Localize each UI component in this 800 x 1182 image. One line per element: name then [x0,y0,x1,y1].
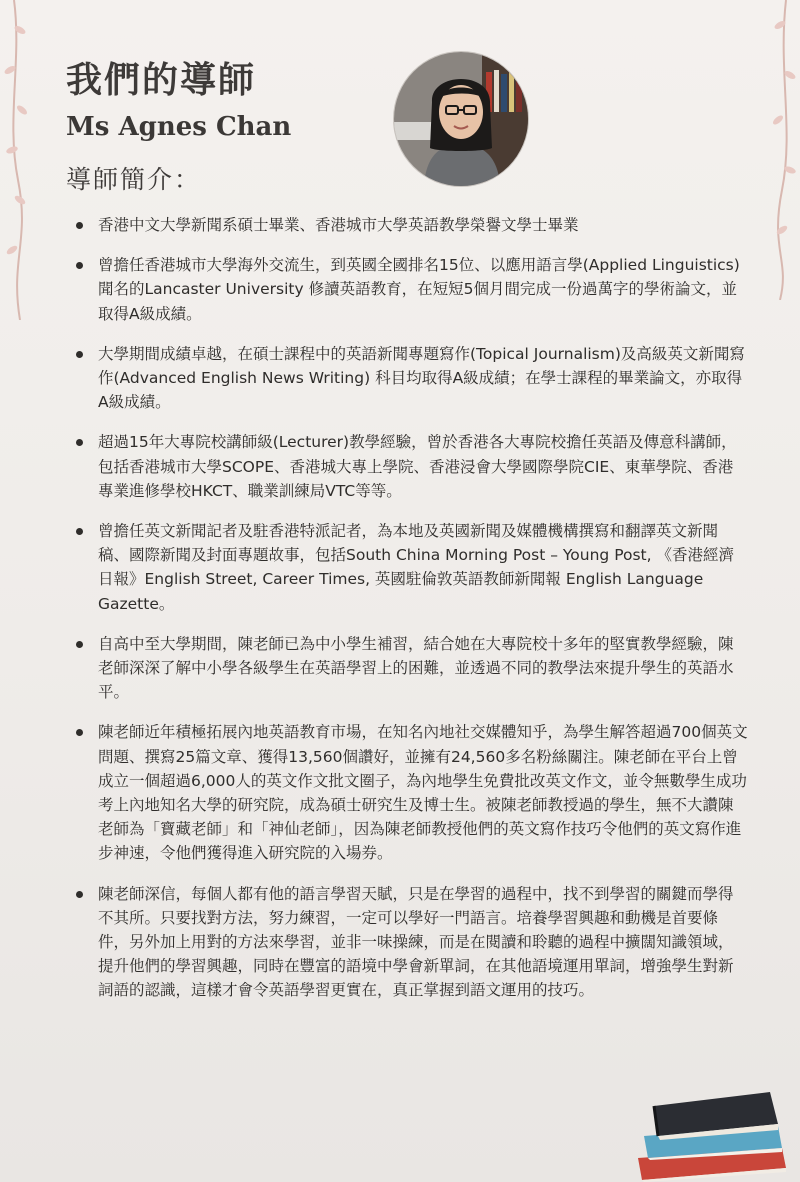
teacher-name: Ms Agnes Chan [66,112,292,142]
bio-bullet-text: 香港中文大學新聞系碩士畢業、香港城市大學英語教學榮譽文學士畢業 [98,216,579,234]
bio-bullet-text: 超過15年大專院校講師級(Lecturer)教學經驗，曾於香港各大專院校擔任英語及傳意科講師，包括香港城市大學SCOPE、香港城大專上學院、香港浸會大學國際學院CIE、東華學院、香港專業進修學校HKCT、職業訓練局VTC等等。 [98,433,737,500]
bio-bullet-item [76,253,748,326]
teacher-portrait-photo [394,52,528,186]
bio-bullet-text: 陳老師近年積極拓展內地英語教育市場，在知名內地社交媒體知乎，為學生解答超過700個英文問題、撰寫25篇文章、獲得13,560個讚好，並擁有24,560多名粉絲關注。陳老師在平台上曾成立一個超過6,000人的英文作文批文圈子，為內地學生免費批改英文作文，並令無數學生成功考上內地知名大學的研究院，成為碩士研究生及博士生。被陳老師教授過的學生，無不大讚陳老師為「寶藏老師」和「神仙老師」，因為陳老師教授他們的英文寫作技巧令他們的英文寫作進步神速，令他們獲得進入研究院的入場券。 [98,723,748,863]
book-stack-illustration [632,1062,792,1182]
bullet-dot-icon [76,222,83,229]
bio-bullet-item [76,430,748,503]
bio-bullet-item [76,213,748,237]
bullet-dot-icon [76,262,83,269]
bullet-dot-icon [76,641,83,648]
bio-bullet-item [76,882,748,1003]
bio-bullet-item [76,720,748,865]
bio-bullet-text: 陳老師深信，每個人都有他的語言學習天賦，只是在學習的過程中，找不到學習的關鍵而學得不其所。只要找對方法，努力練習，一定可以學好一門語言。培養學習興趣和動機是首要條件，另外加上用對的方法來學習，並非一味操練，而是在閱讀和聆聽的過程中擴闊知識領域，提升他們的學習興趣，同時在豐富的語境中學會新單詞，在其他語境運用單詞，增強學生對新詞語的認識，這樣才會令英語學習更實在，真正掌握到語文運用的技巧。 [98,884,734,1000]
bio-bullet-item [76,342,748,415]
bio-bullet-text: 曾擔任香港城市大學海外交流生，到英國全國排名15位、以應用語言學(Applied Linguistics)聞名的Lancaster University 修讀英語教育，在短短5個月間完成一份過萬字的學術論文，並取得A級成績。 [98,256,740,323]
floral-branch-right-decoration [740,0,800,300]
bullet-dot-icon [76,351,83,358]
bio-bullet-text: 自高中至大學期間，陳老師已為中小學生補習，結合她在大專院校十多年的堅實教學經驗，陳老師深深了解中小學各級學生在英語學習上的困難，並透過不同的教學法來提升學生的英語水平。 [98,634,734,702]
bio-bullet-list [76,213,748,1019]
bio-bullet-text: 曾擔任英文新聞記者及駐香港特派記者，為本地及英國新聞及媒體機構撰寫和翻譯英文新聞稿、國際新聞及封面專題故事，包括South China Morning Post – Young Post, 《香港經濟日報》English Street, Career Times, 英國駐倫敦英語教師新聞報 English Language Gazette。 [98,522,734,613]
floral-branch-left-decoration [0,0,60,320]
page-heading: 我們的導師 [66,60,257,101]
bullet-dot-icon [76,439,83,446]
section-subheading: 導師簡介： [66,165,202,194]
bullet-dot-icon [76,729,83,736]
bio-bullet-item [76,632,748,705]
bullet-dot-icon [76,891,83,898]
bio-bullet-text: 大學期間成績卓越，在碩士課程中的英語新聞專題寫作(Topical Journalism)及高級英文新聞寫作(Advanced English News Writing) 科目均取得A級成績；在學士課程的畢業論文，亦取得A級成績。 [98,344,745,412]
bio-bullet-item [76,519,748,616]
bullet-dot-icon [76,528,83,535]
